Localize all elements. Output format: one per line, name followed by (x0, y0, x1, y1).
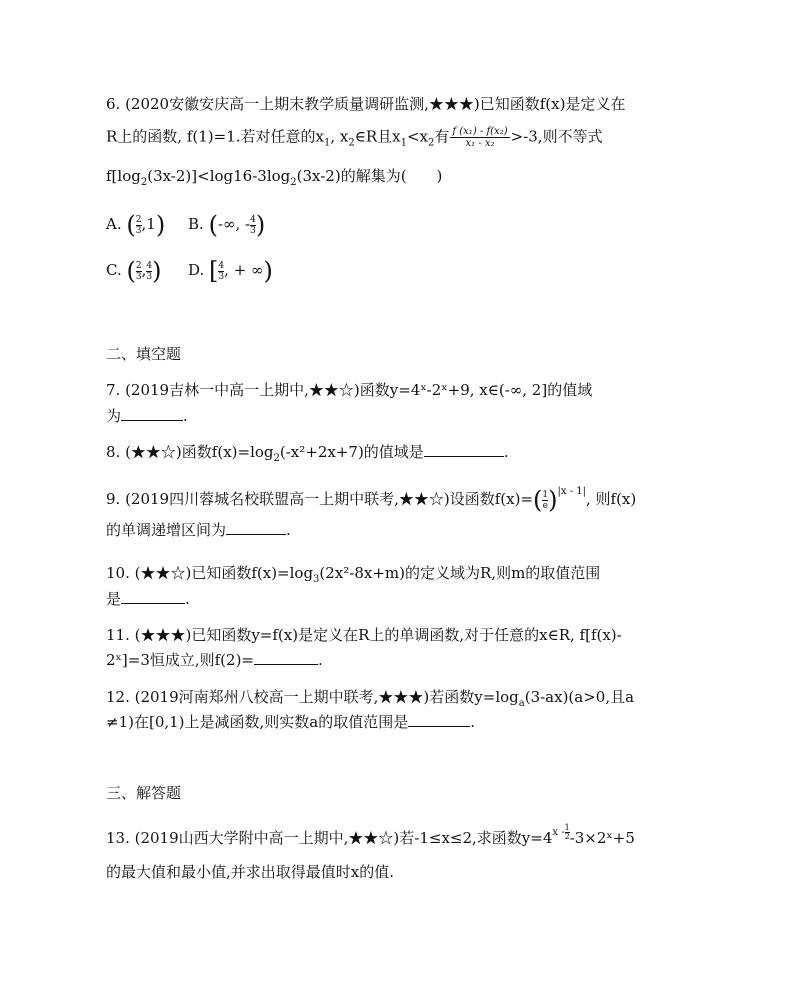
q8-text: 8. (★★☆)函数f(x)=log (106, 443, 274, 461)
q9-text: 9. (2019四川蓉城名校联盟高一上期中联考,★★☆)设函数f(x)= (106, 490, 534, 508)
frac-num: 4 (250, 214, 256, 225)
q8-line (106, 442, 509, 469)
answer-blank[interactable] (424, 442, 504, 457)
frac-num: 2 (135, 260, 142, 271)
frac-den: 3 (135, 225, 142, 236)
section-heading-fill-in: 二、填空题 (106, 345, 182, 363)
q13-line-2: 的最大值和最小值,并求出取得最值时x的值. (106, 863, 394, 881)
option-label: A. (106, 215, 122, 233)
q6-text: f[log (106, 167, 141, 185)
q11-text: 2ˣ]=3恒成立,则f(2)= (106, 651, 255, 669)
q9-line-2 (106, 520, 291, 540)
q12-sub: a (518, 698, 525, 709)
q10-text: (2x²-8x+m)的定义域为R,则m的取值范围 (319, 564, 601, 582)
q10-line-2 (106, 589, 190, 609)
q9-text: . (286, 521, 291, 539)
q6-sub: 2 (290, 177, 297, 188)
q12-text: (3-ax)(a>0,且a (524, 688, 635, 706)
frac-num: 1 (564, 823, 570, 832)
q11-line-2 (106, 650, 323, 670)
q6-text: <x (406, 127, 428, 146)
q6-sub: 2 (428, 137, 435, 149)
frac-den: 2 (564, 832, 570, 841)
option-text: , + ∞ (224, 261, 264, 279)
q12-text: 12. (2019河南郑州八校高一上期中联考,★★★)若函数y=log (106, 688, 519, 706)
frac-num: 4 (146, 260, 153, 271)
q6-line-3 (106, 166, 442, 193)
answer-blank[interactable] (254, 650, 318, 665)
answer-blank[interactable] (121, 589, 185, 604)
q7-line-1: 7. (2019吉林一中高一上期中,★★☆)函数y=4ˣ-2ˣ+9, x∈(-∞, 2]的值域 (106, 381, 593, 399)
answer-blank[interactable] (226, 520, 286, 535)
q13-exponent (552, 823, 570, 841)
answer-blank[interactable] (121, 406, 183, 421)
q12-line-2 (106, 712, 475, 732)
frac-num: 4 (218, 260, 225, 271)
option-label: B. (188, 215, 204, 233)
q7-text: . (183, 407, 188, 425)
q6-option-a: A. ( $\frac{2}{3}$ ,1) (106, 211, 166, 239)
q10-text: . (185, 590, 190, 608)
q6-sub: 1 (400, 137, 407, 149)
frac-num: 2 (135, 214, 142, 225)
frac-den: 3 (250, 225, 256, 236)
q11-text: . (318, 651, 323, 669)
q9-text: , 则f(x) (585, 490, 637, 508)
q6-sub: 2 (140, 177, 148, 188)
q12-line-1 (106, 687, 634, 714)
q9-line-1: 9. (2019四川蓉城名校联盟高一上期中联考,★★☆)设函数f(x)=( $\frac{1}{e}$ )$^{|x - 1|}$, 则f(x) (106, 486, 637, 514)
frac-den: 3 (218, 271, 225, 282)
frac-den: e (542, 500, 548, 511)
q6-text: >-3,则不等式 (510, 127, 603, 146)
q10-sub: 3 (313, 574, 320, 585)
q6-text: (3x-2)]<log16-3log (147, 167, 291, 185)
q6-option-c: C. ( $\frac{2}{3}$ , $\frac{4}{3}$ ) (106, 257, 162, 285)
q6-text: 有 (434, 127, 450, 146)
answer-blank[interactable] (408, 712, 470, 727)
section-heading-answer: 三、解答题 (106, 784, 182, 802)
q10-text: 是 (106, 590, 122, 608)
frac-num: 1 (542, 489, 549, 500)
q6-sub: 1 (323, 137, 331, 149)
q8-text: . (503, 443, 509, 461)
q12-text: . (470, 713, 476, 731)
q9-text: 的单调递增区间为 (106, 521, 227, 539)
q6-option-d: D. [ $\frac{4}{3}$ , + ∞) (188, 257, 273, 285)
q13-exp-text: x - (552, 827, 565, 838)
q8-sub: 2 (273, 453, 280, 464)
q13-text: -3×2ˣ+5 (569, 829, 635, 847)
q6-line-2 (106, 126, 603, 154)
q8-text: (-x²+2x+7)的值域是 (279, 443, 424, 461)
option-text: ,1 (141, 215, 156, 233)
q6-frac-den: x₁ - x₂ (465, 138, 495, 149)
q7-text: 为 (106, 407, 122, 425)
q12-text: ≠1)在[0,1)上是减函数,则实数a的取值范围是 (106, 713, 409, 731)
q6-option-b: B. (-∞, - $\frac{4}{3}$ ) (188, 211, 266, 239)
q6-text: , x (330, 127, 349, 146)
q9-exponent: |x - 1| (557, 486, 586, 497)
q6-line-1: 6. (2020安徽安庆高一上期末教学质量调研监测,★★★)已知函数f(x)是定义在 (106, 95, 626, 113)
option-text: -∞, - (217, 215, 251, 233)
q6-sub: 2 (348, 137, 355, 149)
q11-line-1: 11. (★★★)已知函数y=f(x)是定义在R上的单调函数,对于任意的x∈R, f[f(x)- (106, 626, 622, 644)
q6-text: (3x-2)的解集为( ) (296, 167, 443, 185)
frac-den: 3 (146, 271, 153, 282)
q7-line-2 (106, 406, 188, 426)
option-label: C. (106, 261, 122, 279)
option-label: D. (188, 261, 205, 279)
q10-text: 10. (★★☆)已知函数f(x)=log (106, 564, 314, 582)
q13-line-1 (106, 823, 635, 848)
frac-den: 3 (135, 271, 142, 282)
q6-text: R上的函数, f(1)=1.若对任意的x (106, 127, 324, 146)
q6-fraction (450, 126, 509, 149)
q13-text: 13. (2019山西大学附中高一上期中,★★☆)若-1≤x≤2,求函数y=4 (106, 829, 553, 847)
q10-line-1 (106, 563, 600, 590)
option-fraction (136, 261, 142, 282)
q6-frac-num: f (x₁) - f(x₂) (452, 126, 508, 137)
q6-text: ∈R且x (354, 127, 401, 146)
